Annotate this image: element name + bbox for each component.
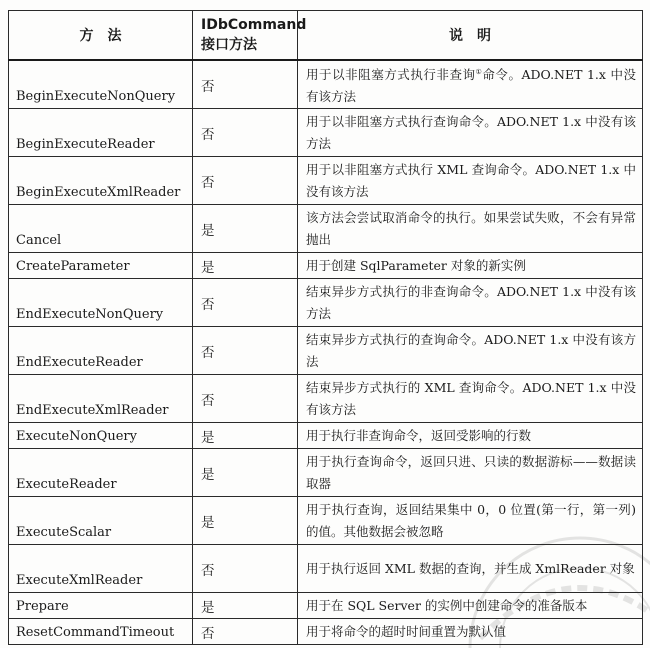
footnote-marker: ①: [475, 68, 483, 76]
table-row: [9, 109, 643, 157]
interface-flag: 否: [193, 619, 298, 645]
interface-flag: 否: [193, 109, 298, 157]
method-name: EndExecuteXmlReader: [9, 375, 193, 423]
idbcommand-methods-table: [8, 10, 643, 645]
method-name: BeginExecuteNonQuery: [9, 60, 193, 109]
interface-flag: 否: [193, 375, 298, 423]
method-name: Cancel: [9, 205, 193, 253]
header-description: 说 明: [298, 11, 643, 61]
description: 用于执行非查询命令，返回受影响的行数: [298, 423, 643, 449]
description: [298, 60, 643, 109]
method-name: CreateParameter: [9, 253, 193, 279]
table-row: [9, 157, 643, 205]
header-interface-line1: IDbCommand: [201, 17, 307, 33]
description: 用于以非阻塞方式执行查询命令。ADO.NET 1.x 中没有该方法: [298, 109, 643, 157]
table-row: [9, 497, 643, 545]
method-name: ExecuteReader: [9, 449, 193, 497]
interface-flag: 否: [193, 327, 298, 375]
interface-flag: 是: [193, 205, 298, 253]
interface-flag: 否: [193, 157, 298, 205]
table-row: [9, 279, 643, 327]
description: 结束异步方式执行的 XML 查询命令。ADO.NET 1.x 中没有该方法: [298, 375, 643, 423]
interface-flag: 否: [193, 60, 298, 109]
interface-flag: 是: [193, 253, 298, 279]
description: 该方法会尝试取消命令的执行。如果尝试失败，不会有异常抛出: [298, 205, 643, 253]
table-row: [9, 327, 643, 375]
method-name: ResetCommandTimeout: [9, 619, 193, 645]
table-row: [9, 205, 643, 253]
interface-flag: 是: [193, 449, 298, 497]
description: 用于执行查询，返回结果集中 0，0 位置(第一行，第一列)的值。其他数据会被忽略: [298, 497, 643, 545]
description: 用于将命令的超时时间重置为默认值: [298, 619, 643, 645]
header-interface-line2: 接口方法: [201, 37, 257, 53]
method-name: ExecuteScalar: [9, 497, 193, 545]
interface-flag: 是: [193, 423, 298, 449]
description: 用于执行返回 XML 数据的查询，并生成 XmlReader 对象: [298, 545, 643, 593]
description-part: 命令。ADO.NET 1.x 中没有该方法: [306, 67, 636, 105]
table-row: [9, 619, 643, 645]
method-name: EndExecuteNonQuery: [9, 279, 193, 327]
method-name: ExecuteNonQuery: [9, 423, 193, 449]
method-name: Prepare: [9, 593, 193, 619]
table-row: [9, 449, 643, 497]
interface-flag: 否: [193, 545, 298, 593]
description-part: 用于以非阻塞方式执行非查询: [306, 67, 476, 83]
method-name: EndExecuteReader: [9, 327, 193, 375]
table-row: [9, 253, 643, 279]
header-method: 方 法: [9, 11, 193, 61]
table-row: [9, 545, 643, 593]
description: 用于创建 SqlParameter 对象的新实例: [298, 253, 643, 279]
description: 结束异步方式执行的非查询命令。ADO.NET 1.x 中没有该方法: [298, 279, 643, 327]
description: 用于以非阻塞方式执行 XML 查询命令。ADO.NET 1.x 中没有该方法: [298, 157, 643, 205]
table-row: [9, 593, 643, 619]
description: 结束异步方式执行的查询命令。ADO.NET 1.x 中没有该方法: [298, 327, 643, 375]
interface-flag: 是: [193, 497, 298, 545]
method-name: ExecuteXmlReader: [9, 545, 193, 593]
table-row: [9, 375, 643, 423]
interface-flag: 是: [193, 593, 298, 619]
method-name: BeginExecuteReader: [9, 109, 193, 157]
header-interface-method: [193, 11, 307, 61]
table-header-row: [9, 11, 643, 61]
interface-flag: 否: [193, 279, 298, 327]
method-name: BeginExecuteXmlReader: [9, 157, 193, 205]
description: 用于在 SQL Server 的实例中创建命令的准备版本: [298, 593, 643, 619]
table-row: [9, 423, 643, 449]
table-row: [9, 60, 643, 109]
description: 用于执行查询命令，返回只进、只读的数据游标——数据读取器: [298, 449, 643, 497]
